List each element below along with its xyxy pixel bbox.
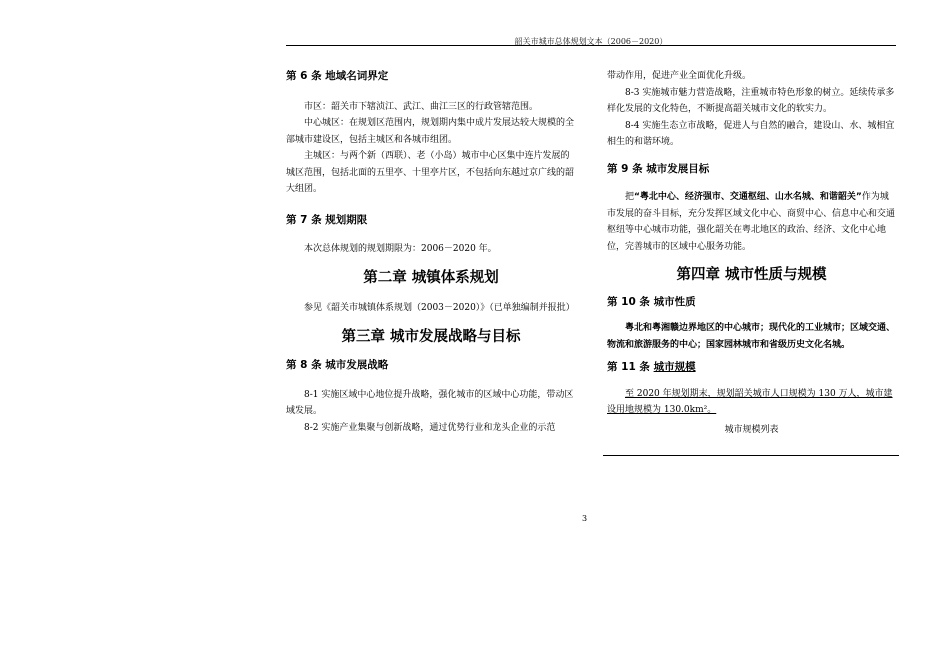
article-8-para-2: 8-2 实施产业集聚与创新战略，通过优势行业和龙头企业的示范 <box>304 422 556 433</box>
article-10-title: 第 10 条 城市性质 <box>607 295 696 308</box>
article-11-label: 第 11 条 <box>607 361 654 373</box>
article-8-title: 第 8 条 城市发展战略 <box>286 359 389 371</box>
chapter-4-heading: 第四章 城市性质与规模 <box>676 267 827 283</box>
running-header: 韶关市城市总体规划文本（2006－2020） <box>514 37 668 46</box>
spacer <box>286 198 576 212</box>
article-11-para: 至 2020 年规划期末，规划韶关城市人口规模为 130 万人，城市建设用地规模为 130.0km²。 <box>607 388 893 415</box>
chapter-2-heading: 第二章 城镇体系规划 <box>363 269 499 286</box>
chapter-3-heading: 第三章 城市发展战略与目标 <box>341 328 521 345</box>
spacer <box>607 255 896 267</box>
article-9-lead: 把 <box>625 192 635 202</box>
article-8-para-4: 8-4 实施生态立市战略，促进人与自然的融合，建设山、水、城相宜相生的和谐环境。 <box>607 120 895 147</box>
spacer <box>286 345 576 357</box>
article-9-slogan: “粤北中心、经济强市、交通枢纽、山水名城、和谐韶关” <box>634 192 862 202</box>
continued-para: 带动作用，促进产业全面优化升级。 <box>607 71 752 81</box>
left-column <box>286 68 576 436</box>
right-column <box>607 68 896 438</box>
spacer <box>286 228 576 241</box>
spacer <box>286 374 576 387</box>
article-6-para-1: 市区：韶关市下辖浈江、武江、曲江三区的行政管辖范围。 <box>304 101 539 112</box>
article-8-para-3: 8-3 实施城市魅力营造战略，注重城市特色形象的树立。延续传承多样化发展的文化特色，不断提高韶关城市文化的软实力。 <box>607 87 895 114</box>
article-6-title: 第 6 条 地域名词界定 <box>286 70 389 82</box>
article-7-title: 第 7 条 规划期限 <box>286 213 368 226</box>
spacer <box>286 258 576 270</box>
spacer <box>607 284 896 294</box>
chapter-2-para: 参见《韶关市城镇体系规划（2003－2020）》（已单独编制并报批） <box>304 303 575 313</box>
page-number: 3 <box>582 514 588 523</box>
article-11-title <box>607 359 896 376</box>
article-9-rest: 作为城市发展的奋斗目标，充分发挥区域文化中心、商贸中心、信息中心和交通枢纽等中心城市功能，强化韶关在粤北地区的政治、经济、文化中心地位，完善城市的区域中心服务功能。 <box>607 192 896 252</box>
table-top-rule <box>603 455 899 456</box>
article-10-para: 粤北和粤湘赣边界地区的中心城市；现代化的工业城市；区域交通、物流和旅游服务的中心；国家园林城市和省级历史文化名城。 <box>607 323 896 350</box>
spacer <box>286 286 576 300</box>
article-6-para-3: 主城区：与两个新（西联）、老（小岛）城市中心区集中连片发展的城区范围，包括北面的五里亭、十里亭片区，不包括向东越过京广线的韶大组团。 <box>286 151 575 194</box>
spacer <box>607 376 896 386</box>
spacer <box>286 317 576 329</box>
article-7-para-1: 本次总体规划的规划期限为：2006－2020 年。 <box>304 244 497 254</box>
spacer <box>607 310 896 320</box>
article-6-para-2: 中心城区：在规划区范围内，规划期内集中成片发展达较大规模的全部城市建设区，包括主城区和各城市组团。 <box>286 118 575 145</box>
article-9-para <box>607 189 896 255</box>
table-caption: 城市规模列表 <box>724 424 779 435</box>
header-rule <box>286 45 896 46</box>
spacer <box>286 85 576 99</box>
article-11-title-text: 城市规模 <box>653 361 696 373</box>
spacer <box>607 151 896 161</box>
article-8-para-1: 8-1 实施区域中心地位提升战略，强化城市的区域中心功能，带动区域发展。 <box>286 389 574 416</box>
spacer <box>607 177 896 189</box>
article-9-title: 第 9 条 城市发展目标 <box>607 162 710 175</box>
